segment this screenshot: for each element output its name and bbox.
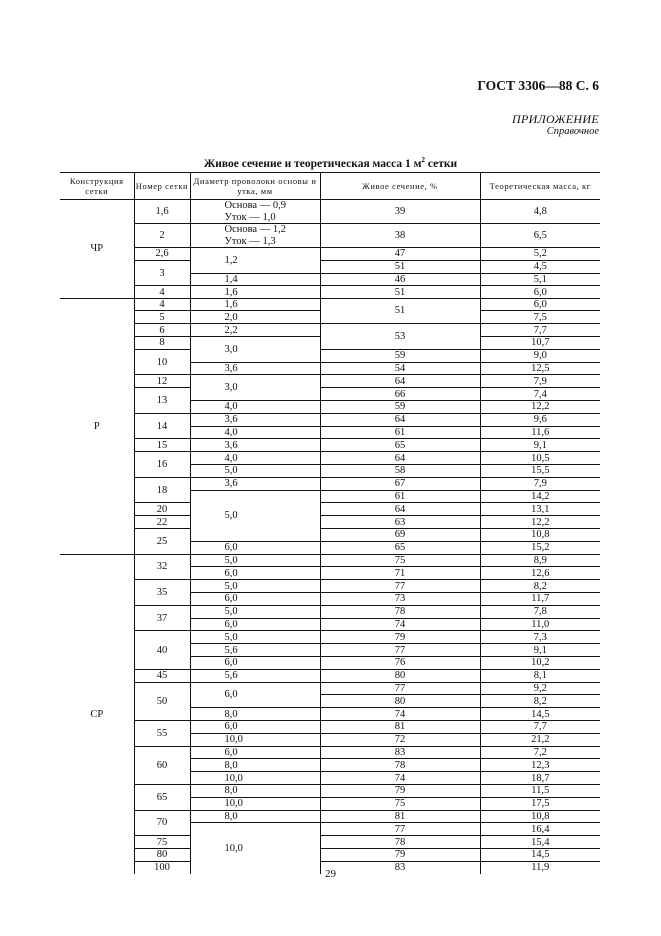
diameter-cell: 4,0 — [190, 401, 320, 414]
section-cell: 46 — [320, 273, 480, 286]
table-row — [60, 746, 600, 759]
table-row — [60, 631, 600, 644]
section-cell: 67 — [320, 477, 480, 490]
section-cell: 69 — [320, 529, 480, 542]
construction-cell: ЧР — [90, 243, 104, 255]
table-header-row — [60, 173, 600, 200]
section-cell: 53 — [320, 324, 480, 350]
diameter-cell: 5,0 — [190, 465, 320, 478]
diameter-cell: 10,0 — [190, 772, 320, 785]
table-row — [60, 452, 600, 465]
mass-cell: 12,6 — [480, 567, 600, 580]
number-cell: 50 — [134, 682, 190, 720]
mass-cell: 10,7 — [480, 337, 600, 350]
mass-cell: 7,5 — [480, 311, 600, 324]
table-row — [60, 388, 600, 401]
diameter-cell: 6,0 — [190, 567, 320, 580]
section-cell: 75 — [320, 797, 480, 810]
number-cell: 8 — [134, 337, 190, 350]
section-cell: 61 — [320, 426, 480, 439]
number-cell: 10 — [134, 349, 190, 375]
section-cell: 81 — [320, 720, 480, 733]
diameter-cell: 3,0 — [190, 375, 320, 401]
mass-cell: 7,4 — [480, 388, 600, 401]
diameter-cell: 1,2 — [190, 248, 320, 274]
diameter-cell: 6,0 — [190, 541, 320, 554]
section-cell: 51 — [320, 260, 480, 273]
mass-cell: 7,9 — [480, 477, 600, 490]
diameter-cell: 10,0 — [190, 797, 320, 810]
diameter-cell: 5,0 — [190, 631, 320, 644]
section-cell: 79 — [320, 631, 480, 644]
diameter-cell: 1,4 — [190, 273, 320, 286]
mass-cell: 8,9 — [480, 554, 600, 567]
section-cell: 81 — [320, 810, 480, 823]
number-cell: 70 — [134, 810, 190, 836]
table-row — [60, 580, 600, 593]
table-row — [60, 439, 600, 452]
number-cell: 18 — [134, 477, 190, 503]
number-cell: 65 — [134, 784, 190, 810]
diameter-cell: 6,0 — [190, 657, 320, 670]
section-cell: 51 — [320, 286, 480, 298]
section-cell: 64 — [320, 413, 480, 426]
section-cell: 74 — [320, 708, 480, 721]
diameter-cell: Основа — 0,9 Уток — 1,0 — [190, 200, 320, 224]
number-cell: 25 — [134, 529, 190, 555]
construction-cell: Р — [60, 298, 134, 554]
section-cell: 77 — [320, 823, 480, 836]
mass-cell: 7,7 — [480, 324, 600, 337]
table-row — [60, 848, 600, 861]
mass-cell: 7,7 — [480, 720, 600, 733]
mass-cell: 15,2 — [480, 541, 600, 554]
mass-cell: 9,1 — [480, 439, 600, 452]
diameter-cell: 2,0 — [190, 311, 320, 324]
number-cell: 75 — [134, 836, 190, 849]
number-cell: 1,6 — [134, 200, 190, 224]
number-cell: 2,6 — [134, 248, 190, 261]
col-section: Живое сечение, % — [320, 173, 480, 200]
table-row — [60, 413, 600, 426]
section-cell: 61 — [320, 490, 480, 503]
mass-cell: 14,2 — [480, 490, 600, 503]
mesh-table — [60, 172, 600, 874]
diameter-cell: 6,0 — [190, 593, 320, 606]
diameter-cell: 8,0 — [190, 810, 320, 823]
diameter-cell: Основа — 1,2 Уток — 1,3 — [190, 224, 320, 248]
diameter-cell: 1,6 — [190, 286, 320, 298]
section-cell: 78 — [320, 605, 480, 618]
mass-cell: 7,9 — [480, 375, 600, 388]
mass-cell: 14,5 — [480, 848, 600, 861]
number-cell: 60 — [134, 746, 190, 784]
section-cell: 65 — [320, 541, 480, 554]
section-cell: 77 — [320, 644, 480, 657]
diameter-cell: 5,0 — [190, 580, 320, 593]
diameter-cell: 5,0 — [190, 605, 320, 618]
table-row — [60, 669, 600, 682]
table-row — [60, 324, 600, 337]
diameter-cell: 5,0 — [190, 490, 320, 541]
col-construction: Конструкция сетки — [60, 173, 134, 200]
number-cell: 6 — [134, 324, 190, 337]
number-cell: 55 — [134, 720, 190, 746]
number-cell: 40 — [134, 631, 190, 669]
diameter-cell: 6,0 — [190, 720, 320, 733]
mass-cell: 12,3 — [480, 759, 600, 772]
number-cell: 80 — [134, 848, 190, 861]
section-cell: 80 — [320, 669, 480, 682]
section-cell: 71 — [320, 567, 480, 580]
mass-cell: 11,9 — [480, 861, 600, 873]
section-cell: 76 — [320, 657, 480, 670]
number-cell: 35 — [134, 580, 190, 606]
table-row — [60, 286, 600, 298]
section-cell: 79 — [320, 784, 480, 797]
section-cell: 77 — [320, 580, 480, 593]
number-cell: 14 — [134, 413, 190, 439]
mass-cell: 18,7 — [480, 772, 600, 785]
section-cell: 66 — [320, 388, 480, 401]
table-row — [60, 836, 600, 849]
section-cell: 72 — [320, 733, 480, 746]
mass-cell: 11,5 — [480, 784, 600, 797]
diameter-cell: 3,0 — [190, 337, 320, 363]
number-cell: 15 — [134, 439, 190, 452]
number-cell: 32 — [134, 554, 190, 580]
number-cell: 4 — [134, 286, 190, 298]
mass-cell: 9,0 — [480, 349, 600, 362]
mass-cell: 10,8 — [480, 529, 600, 542]
section-cell: 74 — [320, 772, 480, 785]
mass-cell: 7,2 — [480, 746, 600, 759]
section-cell: 83 — [320, 861, 480, 873]
diameter-cell: 4,0 — [190, 426, 320, 439]
number-cell: 5 — [134, 311, 190, 324]
mass-cell: 4,5 — [480, 260, 600, 273]
mass-cell: 8,1 — [480, 669, 600, 682]
mass-cell: 10,8 — [480, 810, 600, 823]
table-row — [60, 529, 600, 542]
section-cell: 59 — [320, 401, 480, 414]
standard-header: ГОСТ 3306—88 С. 6 — [477, 78, 599, 93]
mass-cell: 17,5 — [480, 797, 600, 810]
table-row — [60, 248, 600, 261]
mass-cell: 6,0 — [480, 298, 600, 311]
table-row — [60, 477, 600, 490]
section-cell: 59 — [320, 349, 480, 362]
section-cell: 64 — [320, 452, 480, 465]
section-cell: 51 — [320, 298, 480, 324]
appendix-label: ПРИЛОЖЕНИЕ — [512, 112, 599, 126]
mass-cell: 15,5 — [480, 465, 600, 478]
mass-cell: 10,2 — [480, 657, 600, 670]
table-row — [60, 784, 600, 797]
mass-cell: 7,8 — [480, 605, 600, 618]
number-cell: 45 — [134, 669, 190, 682]
mass-cell: 11,6 — [480, 426, 600, 439]
section-cell: 58 — [320, 465, 480, 478]
table-row — [60, 554, 600, 567]
section-cell: 64 — [320, 503, 480, 516]
section-cell: 39 — [320, 200, 480, 224]
mass-cell: 14,5 — [480, 708, 600, 721]
mass-cell: 5,2 — [480, 248, 600, 261]
section-cell: 77 — [320, 682, 480, 695]
mass-cell: 12,5 — [480, 362, 600, 375]
diameter-cell: 3,6 — [190, 477, 320, 490]
section-cell: 47 — [320, 248, 480, 261]
mass-cell: 8,2 — [480, 580, 600, 593]
mass-cell: 21,2 — [480, 733, 600, 746]
diameter-cell: 2,2 — [190, 324, 320, 337]
table-row — [60, 349, 600, 362]
mass-cell: 9,2 — [480, 682, 600, 695]
diameter-cell: 5,0 — [190, 554, 320, 567]
mass-cell: 10,5 — [480, 452, 600, 465]
section-cell: 38 — [320, 224, 480, 248]
mass-cell: 6,0 — [480, 286, 600, 298]
diameter-cell: 4,0 — [190, 452, 320, 465]
table-row — [60, 810, 600, 823]
col-mass: Теоретическая масса, кг — [480, 173, 600, 200]
diameter-cell: 3,6 — [190, 413, 320, 426]
mass-cell: 13,1 — [480, 503, 600, 516]
mass-cell: 8,2 — [480, 695, 600, 708]
section-cell: 75 — [320, 554, 480, 567]
diameter-cell: 10,0 — [190, 733, 320, 746]
table-row — [60, 516, 600, 529]
diameter-cell: 1,6 — [190, 298, 320, 311]
section-cell: 63 — [320, 516, 480, 529]
number-cell: 13 — [134, 388, 190, 414]
section-cell: 78 — [320, 759, 480, 772]
table-row — [60, 720, 600, 733]
mass-cell: 16,4 — [480, 823, 600, 836]
col-number: Номер сетки — [134, 173, 190, 200]
mass-cell: 11,0 — [480, 618, 600, 631]
diameter-cell: 8,0 — [190, 759, 320, 772]
diameter-cell: 8,0 — [190, 708, 320, 721]
mass-cell: 15,4 — [480, 836, 600, 849]
number-cell: 12 — [134, 375, 190, 388]
diameter-cell: 5,6 — [190, 644, 320, 657]
diameter-cell: 3,6 — [190, 362, 320, 375]
mass-cell: 11,7 — [480, 593, 600, 606]
number-cell: 16 — [134, 452, 190, 478]
mass-cell: 5,1 — [480, 273, 600, 286]
table-row — [60, 503, 600, 516]
diameter-cell: 6,0 — [190, 682, 320, 708]
diameter-cell: 8,0 — [190, 784, 320, 797]
section-cell: 74 — [320, 618, 480, 631]
col-diameter: Диаметр проволоки основы и утка, мм — [190, 173, 320, 200]
number-cell: 20 — [134, 503, 190, 516]
number-cell: 3 — [134, 260, 190, 286]
section-cell: 80 — [320, 695, 480, 708]
table-row — [60, 260, 600, 273]
mass-cell: 9,6 — [480, 413, 600, 426]
number-cell: 100 — [134, 861, 190, 873]
diameter-cell: 6,0 — [190, 618, 320, 631]
table-title: Живое сечение и теоретическая масса 1 $м^2$ сетки — [203, 156, 458, 170]
mass-cell: 4,8 — [480, 200, 600, 224]
section-cell: 54 — [320, 362, 480, 375]
diameter-cell: 10,0 — [190, 823, 320, 874]
table-row — [60, 375, 600, 388]
section-cell: 83 — [320, 746, 480, 759]
section-cell: 79 — [320, 848, 480, 861]
construction-cell: СР — [60, 554, 134, 873]
page-number: 29 — [325, 868, 336, 880]
diameter-cell: 6,0 — [190, 746, 320, 759]
section-cell: 65 — [320, 439, 480, 452]
number-cell: 2 — [134, 224, 190, 248]
section-cell: 64 — [320, 375, 480, 388]
number-cell: 37 — [134, 605, 190, 631]
mass-cell: 6,5 — [480, 224, 600, 248]
section-cell: 73 — [320, 593, 480, 606]
mass-cell: 12,2 — [480, 516, 600, 529]
table-row — [60, 605, 600, 618]
mass-cell: 9,1 — [480, 644, 600, 657]
table-row — [60, 682, 600, 695]
diameter-cell: 3,6 — [190, 439, 320, 452]
table-row — [60, 298, 600, 311]
mass-cell: 7,3 — [480, 631, 600, 644]
section-cell: 78 — [320, 836, 480, 849]
appendix-type: Справочное — [546, 126, 599, 137]
mass-cell: 12,2 — [480, 401, 600, 414]
number-cell: 22 — [134, 516, 190, 529]
diameter-cell: 5,6 — [190, 669, 320, 682]
number-cell: 4 — [134, 298, 190, 311]
